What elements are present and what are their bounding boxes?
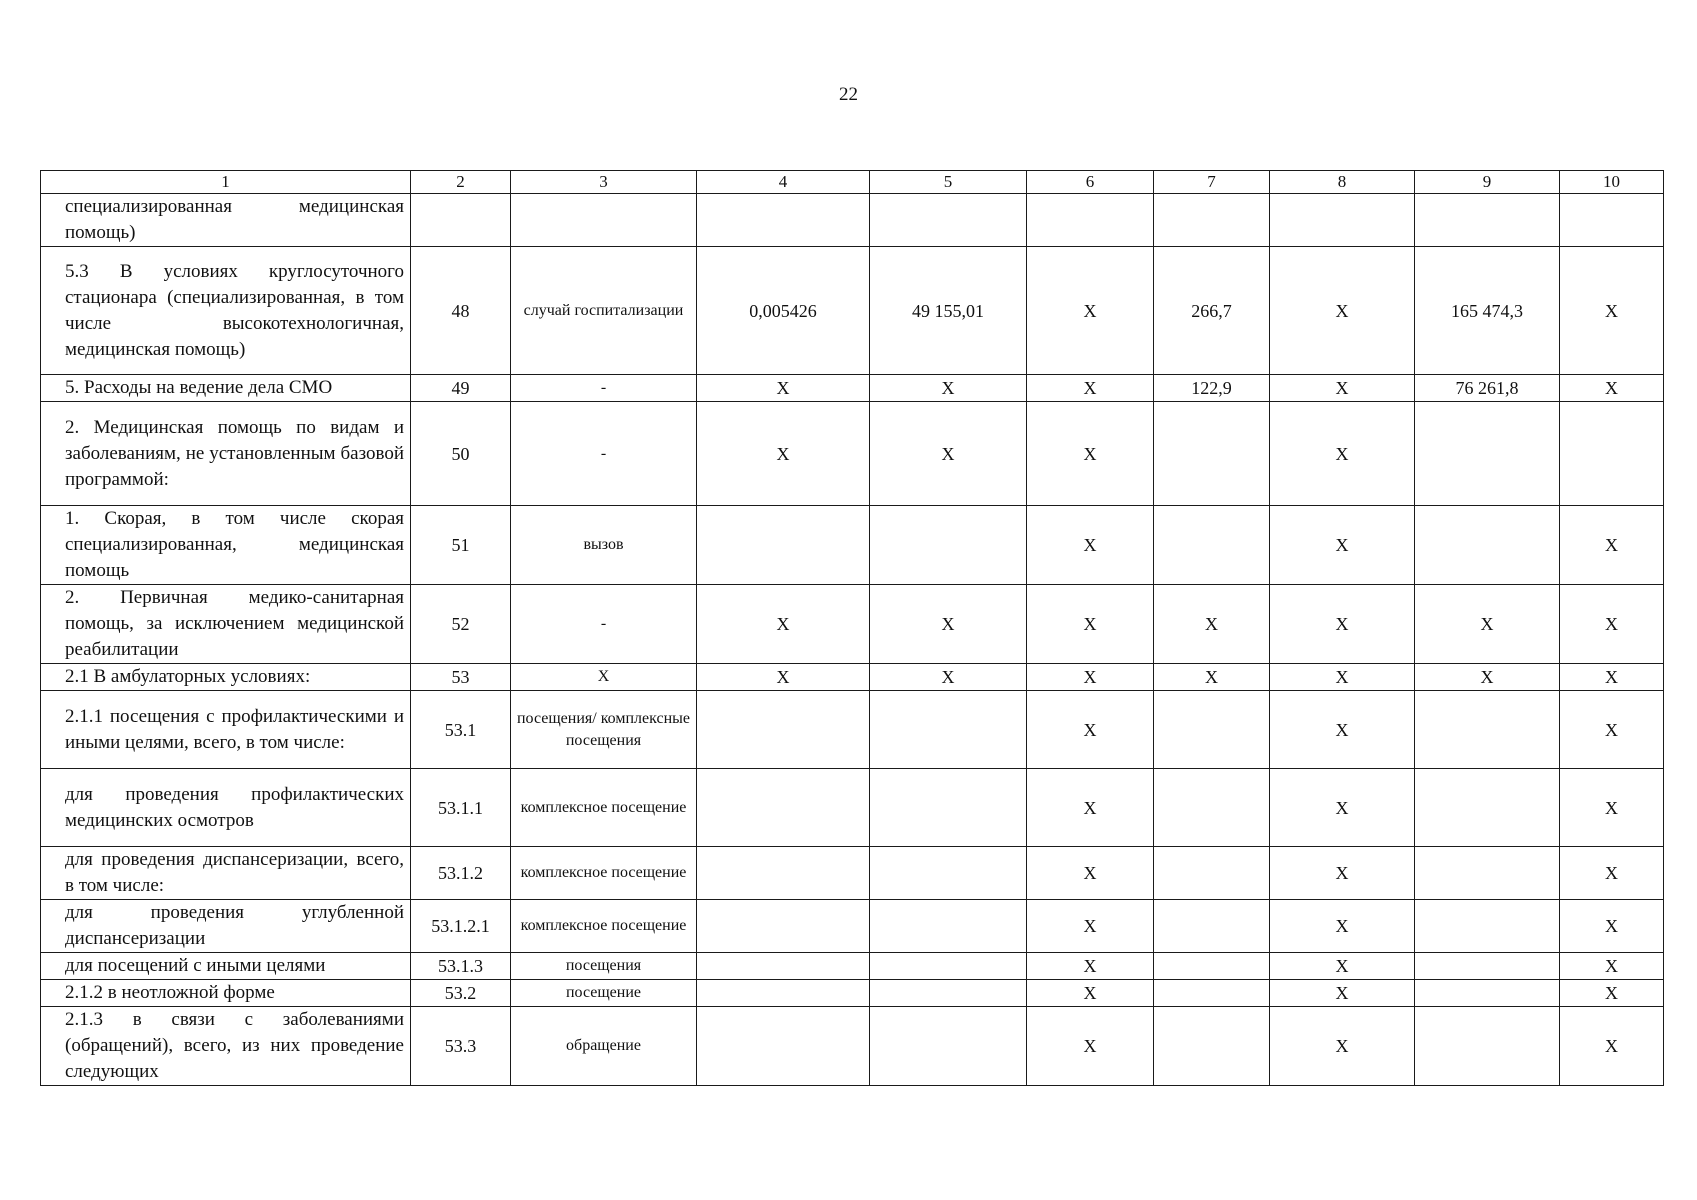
table-row [41, 847, 1664, 900]
table-row [41, 194, 1664, 247]
row-label-cell: для посещений с иными целями [41, 953, 411, 980]
row-label-cell: 5. Расходы на ведение дела СМО [41, 375, 411, 402]
row-label-cell: 2. Медицинская помощь по видам и заболеваниям, не установленным базовой программой: [41, 402, 411, 506]
table-cell: 0,005426 [697, 247, 870, 375]
table-cell: 122,9 [1154, 375, 1270, 402]
row-label-cell: 2. Первичная медико-санитарная помощь, за исключением медицинской реабилитации [41, 585, 411, 664]
table-cell: вызов [511, 506, 697, 585]
table-row [41, 980, 1664, 1007]
table-cell [1560, 194, 1664, 247]
table-cell [1415, 194, 1560, 247]
row-label-cell: 2.1.2 в неотложной форме [41, 980, 411, 1007]
table-row [41, 691, 1664, 769]
table-cell: 49 155,01 [870, 247, 1027, 375]
table-cell [870, 506, 1027, 585]
header-cell: 9 [1415, 171, 1560, 194]
table-cell: X [870, 664, 1027, 691]
table-cell: комплексное посещение [511, 769, 697, 847]
table-cell: 53.2 [411, 980, 511, 1007]
table-cell: 53.1.3 [411, 953, 511, 980]
table-cell: X [1270, 247, 1415, 375]
table-cell: X [1027, 375, 1154, 402]
table-cell: 52 [411, 585, 511, 664]
table-cell: X [870, 375, 1027, 402]
table-cell: - [511, 402, 697, 506]
table-cell [870, 769, 1027, 847]
table-cell: X [1560, 585, 1664, 664]
table-cell: X [1560, 691, 1664, 769]
table-cell: X [1560, 506, 1664, 585]
table-cell: X [1560, 847, 1664, 900]
table-cell [1415, 980, 1560, 1007]
header-cell: 2 [411, 171, 511, 194]
table-cell [1415, 953, 1560, 980]
table-cell [1415, 847, 1560, 900]
table-cell [1154, 1007, 1270, 1086]
table-cell: X [1415, 664, 1560, 691]
table-cell: 50 [411, 402, 511, 506]
table-row [41, 900, 1664, 953]
table-cell: X [1027, 769, 1154, 847]
table-cell: 53.1.1 [411, 769, 511, 847]
table-cell: посещения/ комплексные посещения [511, 691, 697, 769]
table-cell [1154, 691, 1270, 769]
table-cell [1154, 953, 1270, 980]
table-row [41, 585, 1664, 664]
table-cell [1027, 194, 1154, 247]
header-cell: 10 [1560, 171, 1664, 194]
header-cell: 5 [870, 171, 1027, 194]
table-cell [511, 194, 697, 247]
table-cell: X [1560, 1007, 1664, 1086]
table-cell: X [1027, 402, 1154, 506]
table-row [41, 375, 1664, 402]
header-cell: 3 [511, 171, 697, 194]
table-cell [870, 194, 1027, 247]
table-cell: 53 [411, 664, 511, 691]
table-cell [870, 953, 1027, 980]
table-cell [697, 980, 870, 1007]
table-cell [1415, 402, 1560, 506]
table-cell: 53.1.2.1 [411, 900, 511, 953]
table-cell: X [1270, 1007, 1415, 1086]
table-cell: 51 [411, 506, 511, 585]
table-cell: 266,7 [1154, 247, 1270, 375]
table-cell [1415, 1007, 1560, 1086]
table-cell: X [1154, 664, 1270, 691]
table-cell [697, 194, 870, 247]
table-cell [1154, 194, 1270, 247]
table-cell: X [1027, 980, 1154, 1007]
table-cell: 48 [411, 247, 511, 375]
table-cell: X [1560, 900, 1664, 953]
table-cell: X [1270, 769, 1415, 847]
table-cell [870, 900, 1027, 953]
table-cell: обращение [511, 1007, 697, 1086]
table-cell [697, 847, 870, 900]
table-cell: X [1027, 847, 1154, 900]
table-cell [697, 769, 870, 847]
table-cell: X [1270, 664, 1415, 691]
table-cell: X [1270, 585, 1415, 664]
table-cell [697, 1007, 870, 1086]
table-row [41, 402, 1664, 506]
table-cell: X [1027, 953, 1154, 980]
table-cell: X [870, 585, 1027, 664]
table-cell [870, 980, 1027, 1007]
table-cell: X [1270, 980, 1415, 1007]
page-number: 22 [839, 84, 858, 105]
table-cell [1154, 402, 1270, 506]
table-cell: случай госпитализации [511, 247, 697, 375]
table-cell: X [697, 402, 870, 506]
table-cell: X [1560, 247, 1664, 375]
header-row [41, 171, 1664, 194]
table-cell: X [1027, 691, 1154, 769]
table-cell: посещение [511, 980, 697, 1007]
table-cell: 53.1 [411, 691, 511, 769]
table-cell [1270, 194, 1415, 247]
table-cell: 76 261,8 [1415, 375, 1560, 402]
row-label-cell: для проведения диспансеризации, всего, в том числе: [41, 847, 411, 900]
table-cell: посещения [511, 953, 697, 980]
table-cell: X [1270, 375, 1415, 402]
row-label-cell: для проведения углубленной диспансеризации [41, 900, 411, 953]
row-label-cell: 1. Скорая, в том числе скорая специализированная, медицинская помощь [41, 506, 411, 585]
header-cell: 1 [41, 171, 411, 194]
row-label-cell: для проведения профилактических медицинских осмотров [41, 769, 411, 847]
table-cell: X [697, 585, 870, 664]
table-cell: X [697, 664, 870, 691]
row-label-cell: 2.1.1 посещения с профилактическими и иными целями, всего, в том числе: [41, 691, 411, 769]
table-cell: X [1560, 769, 1664, 847]
row-label-cell: 5.3 В условиях круглосуточного стационара (специализированная, в том числе высокотехнологичная, медицинская помощь) [41, 247, 411, 375]
table-cell: X [511, 664, 697, 691]
table-cell: X [1027, 664, 1154, 691]
table-cell: X [1027, 900, 1154, 953]
table-cell: X [1027, 585, 1154, 664]
header-cell: 6 [1027, 171, 1154, 194]
table-row [41, 506, 1664, 585]
table-cell [697, 900, 870, 953]
table-cell [1415, 506, 1560, 585]
table-cell: - [511, 585, 697, 664]
table-cell [870, 691, 1027, 769]
table-row [41, 769, 1664, 847]
table-cell: 53.1.2 [411, 847, 511, 900]
table-cell [1415, 769, 1560, 847]
header-cell: 4 [697, 171, 870, 194]
data-table [40, 170, 1664, 1086]
table-cell: X [1270, 402, 1415, 506]
table-cell: комплексное посещение [511, 847, 697, 900]
table-cell: X [1270, 847, 1415, 900]
table-cell: 165 474,3 [1415, 247, 1560, 375]
table-cell [697, 691, 870, 769]
table-cell: - [511, 375, 697, 402]
table-cell [697, 953, 870, 980]
table-cell [1415, 691, 1560, 769]
table-cell: X [1027, 506, 1154, 585]
table-cell [1154, 769, 1270, 847]
header-cell: 7 [1154, 171, 1270, 194]
table-cell [870, 847, 1027, 900]
table-cell: 49 [411, 375, 511, 402]
table-cell: X [1027, 247, 1154, 375]
table-cell [1154, 980, 1270, 1007]
header-cell: 8 [1270, 171, 1415, 194]
table-row [41, 247, 1664, 375]
row-label-cell: специализированная медицинская помощь) [41, 194, 411, 247]
table-cell [1154, 506, 1270, 585]
table-cell: X [1270, 900, 1415, 953]
table-cell [1154, 847, 1270, 900]
table-cell [1560, 402, 1664, 506]
table-cell: X [1270, 506, 1415, 585]
table-cell: 53.3 [411, 1007, 511, 1086]
table-cell: X [870, 402, 1027, 506]
table-cell: X [1270, 953, 1415, 980]
table-cell [1154, 900, 1270, 953]
table-row [41, 953, 1664, 980]
table-cell [697, 506, 870, 585]
table-cell: X [1560, 953, 1664, 980]
table-cell [1415, 900, 1560, 953]
table-cell: X [1027, 1007, 1154, 1086]
table-cell [411, 194, 511, 247]
row-label-cell: 2.1 В амбулаторных условиях: [41, 664, 411, 691]
table-cell: X [1154, 585, 1270, 664]
table-cell: X [1560, 980, 1664, 1007]
table-cell: X [1560, 664, 1664, 691]
table-cell: X [697, 375, 870, 402]
table-row [41, 664, 1664, 691]
table-cell: X [1270, 691, 1415, 769]
table-row [41, 1007, 1664, 1086]
table-cell: X [1560, 375, 1664, 402]
table-cell: комплексное посещение [511, 900, 697, 953]
table-cell [870, 1007, 1027, 1086]
table-cell: X [1415, 585, 1560, 664]
row-label-cell: 2.1.3 в связи с заболеваниями (обращений), всего, из них проведение следующих [41, 1007, 411, 1086]
